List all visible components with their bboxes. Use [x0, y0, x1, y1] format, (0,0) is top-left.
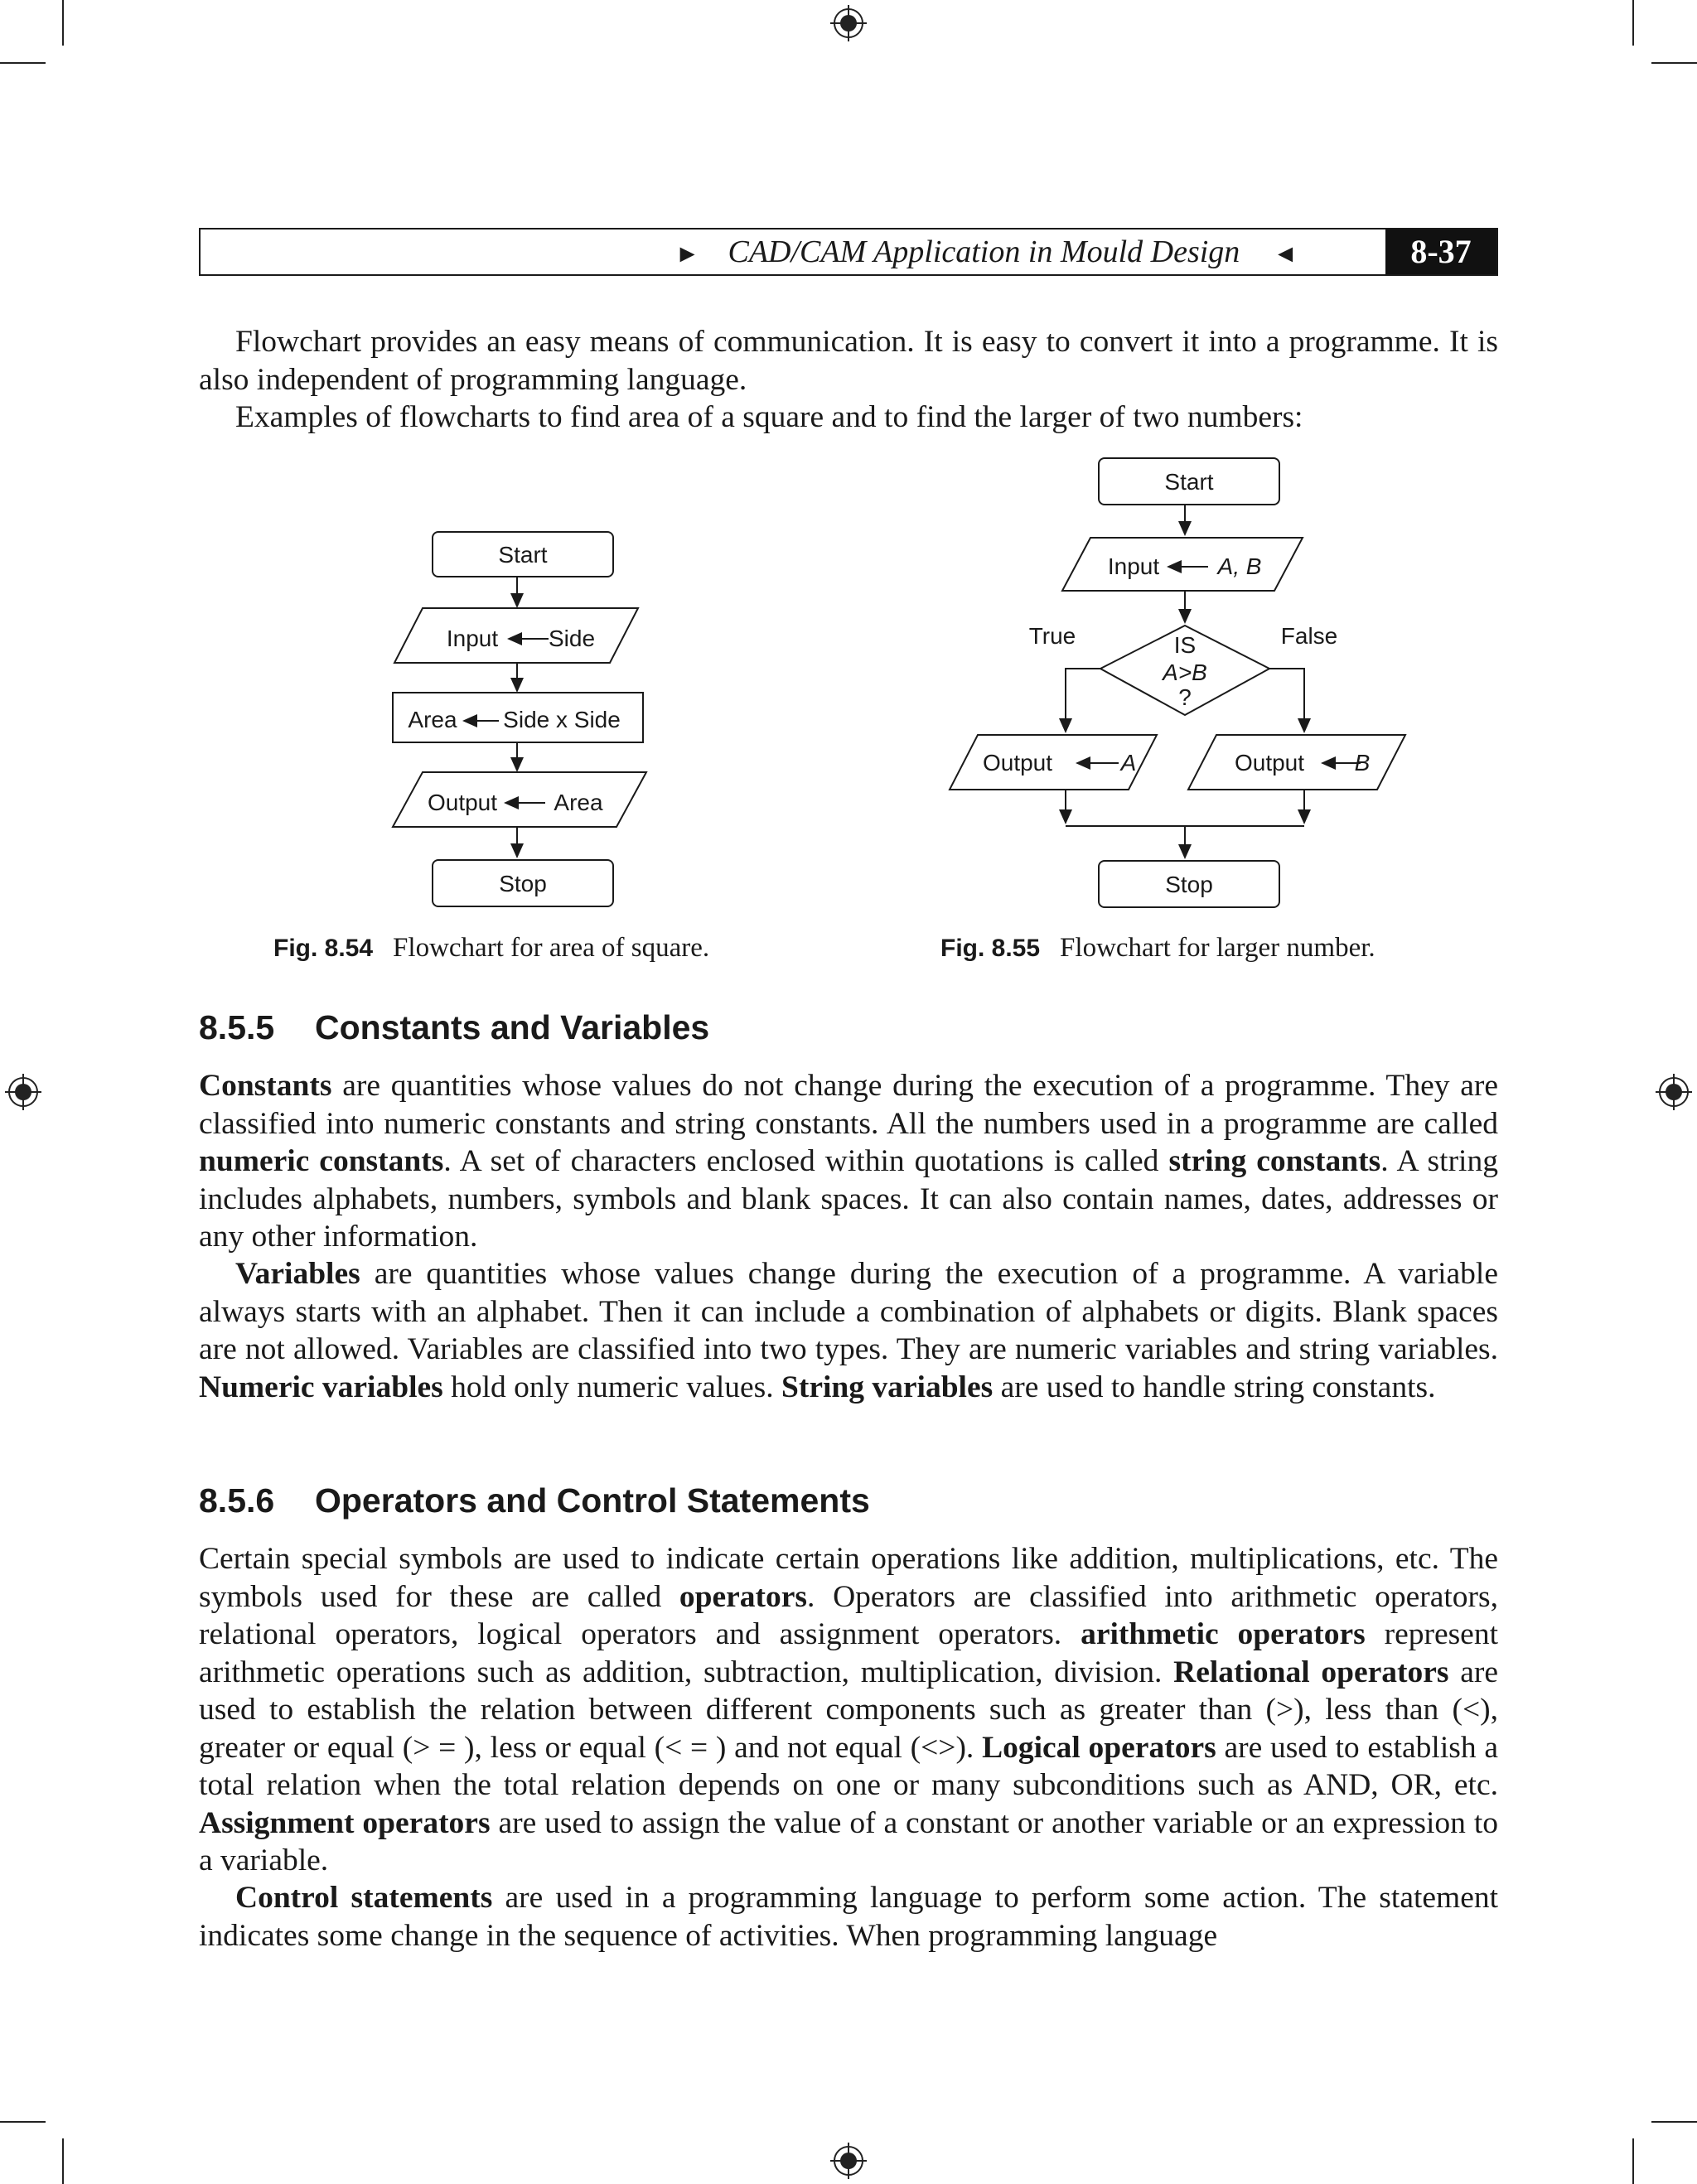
fig-8-55-label: Fig. 8.55: [940, 935, 1041, 962]
output-a-label: Output: [982, 750, 1053, 776]
section-8-5-5-paragraph-2: [199, 1255, 1498, 1406]
bold-term: Relational operators: [1173, 1655, 1449, 1689]
output-label: Output: [427, 790, 498, 815]
text-run: . A set of characters enclosed within quotations is called: [443, 1144, 1169, 1178]
bold-term: operators: [679, 1579, 808, 1614]
text-run: are quantities whose values change during the execution of a programme. A variable always starts with an alphabet. Then it can include a combination of alphabets or digits. Blank spaces are not allowed. Variables are classified into two types. They are numeric variables and string variables.: [199, 1257, 1498, 1366]
text-run: . Operators are classified into arithmetic operators, relational operators, logical operators and assignment operators.: [199, 1579, 1498, 1651]
fig-8-54-text: Flowchart for area of square.: [393, 933, 710, 963]
text-run: are quantities whose values do not change during the execution of a programme. They are classified into numeric constants and string constants. All the numbers used in a programme are called: [199, 1069, 1498, 1141]
stop-label: Stop: [1165, 872, 1213, 897]
text-run: Certain special symbols are used to indicate certain operations like addition, multiplications, etc. The symbols used for these are called: [199, 1542, 1498, 1614]
right-triangle-icon: ►: [674, 240, 700, 268]
text-run: are used to handle string constants.: [993, 1370, 1436, 1404]
bold-term: arithmetic operators: [1081, 1617, 1366, 1651]
crop-mark-tl-v: [62, 0, 64, 46]
start-label: Start: [1164, 469, 1214, 495]
crop-mark-br-v: [1632, 2138, 1634, 2184]
input-var: A, B: [1217, 553, 1262, 579]
text-run: represent arithmetic operations such as addition, subtraction, multiplication, division.: [199, 1617, 1498, 1689]
section-8-5-5-paragraph-1: [199, 1067, 1498, 1256]
text-run: are used to assign the value of a constant or another variable or an expression to a variable.: [199, 1805, 1498, 1877]
bold-term: Variables: [235, 1257, 360, 1291]
bold-term: Logical operators: [982, 1730, 1216, 1765]
false-label: False: [1280, 623, 1338, 649]
start-label: Start: [498, 542, 548, 568]
left-triangle-icon: ◄: [1273, 240, 1298, 268]
section-8-5-5-heading: [199, 1008, 709, 1047]
text-run: hold only numeric values.: [442, 1370, 781, 1404]
bold-term: Assignment operators: [199, 1805, 491, 1840]
input-label: Input: [1107, 553, 1160, 579]
text-run: are used in a programming language to perform some action. The statement indicates some change in the sequence of activities. When programming language: [199, 1881, 1499, 1953]
stop-label: Stop: [499, 871, 547, 896]
bold-term: string constants: [1168, 1144, 1381, 1178]
bold-term: Constants: [199, 1069, 332, 1103]
intro-paragraph-1: Flowchart provides an easy means of communication. It is easy to convert it into a programme. It is also independent of programming language.: [199, 325, 1498, 397]
input-parallelogram: [394, 608, 638, 663]
input-parallelogram: [1062, 538, 1303, 591]
section-8-5-6-paragraph-1: [199, 1540, 1498, 1880]
output-b-var: B: [1354, 750, 1371, 776]
decision-line-2: A>B: [1163, 660, 1207, 685]
registration-mark-right-icon: [1656, 1074, 1692, 1110]
registration-mark-bottom-icon: [830, 2143, 867, 2179]
fig-8-55-text: Flowchart for larger number.: [1060, 933, 1375, 963]
bold-term: Numeric variables: [199, 1370, 443, 1404]
bold-term: numeric constants: [199, 1144, 444, 1178]
fig-8-54-caption: [273, 933, 709, 964]
section-8-5-6-heading: [199, 1481, 870, 1520]
flowchart-larger-number: [945, 452, 1417, 916]
input-label: Input: [446, 626, 499, 651]
crop-mark-tl-h: [0, 62, 46, 64]
crop-mark-bl-v: [62, 2138, 64, 2184]
output-a-var: A: [1120, 750, 1137, 776]
decision-line-3: ?: [1178, 684, 1192, 710]
crop-mark-br-h: [1651, 2121, 1697, 2123]
fig-8-55-caption: [940, 933, 1375, 964]
section-number: 8.5.5: [199, 1008, 275, 1046]
chapter-title: CAD/CAM Application in Mould Design: [728, 234, 1240, 269]
flowchart-area-of-square: [365, 514, 696, 911]
output-var: Area: [554, 790, 603, 815]
registration-mark-left-icon: [5, 1074, 41, 1110]
true-label: True: [1028, 623, 1076, 649]
section-8-5-6-paragraph-2: [199, 1879, 1498, 1954]
page-number: 8-37: [1385, 230, 1496, 274]
output-b-label: Output: [1234, 750, 1305, 776]
fig-8-54-label: Fig. 8.54: [273, 935, 374, 962]
section-number: 8.5.6: [199, 1481, 275, 1520]
crop-mark-tr-h: [1651, 62, 1697, 64]
crop-mark-tr-v: [1632, 0, 1634, 46]
input-var: Side: [548, 626, 596, 651]
registration-mark-top-icon: [830, 5, 867, 41]
running-head: [199, 228, 1498, 276]
intro-paragraph-2: Examples of flowcharts to find area of a square and to find the larger of two numbers:: [235, 400, 1303, 434]
text-run: . A string includes alphabets, numbers, symbols and blank spaces. It can also contain names, dates, addresses or any other information.: [199, 1144, 1498, 1254]
process-expr: Side x Side: [503, 707, 621, 732]
crop-mark-bl-h: [0, 2121, 46, 2123]
running-head-title: [675, 230, 1298, 274]
bold-term: Control statements: [235, 1881, 493, 1915]
text-run: are used to establish a total relation when the total relation depends on one or many subconditions such as AND, OR, etc.: [199, 1730, 1498, 1802]
bold-term: String variables: [781, 1370, 994, 1404]
section-title: Operators and Control Statements: [315, 1481, 870, 1520]
decision-line-1: IS: [1173, 632, 1197, 658]
text-run: are used to establish the relation between different components such as greater than (>), less than (<), greater or equal (> = ), less or equal (< = ) and not equal (<>).: [199, 1655, 1498, 1765]
process-target: Area: [408, 707, 457, 732]
section-title: Constants and Variables: [315, 1008, 710, 1046]
